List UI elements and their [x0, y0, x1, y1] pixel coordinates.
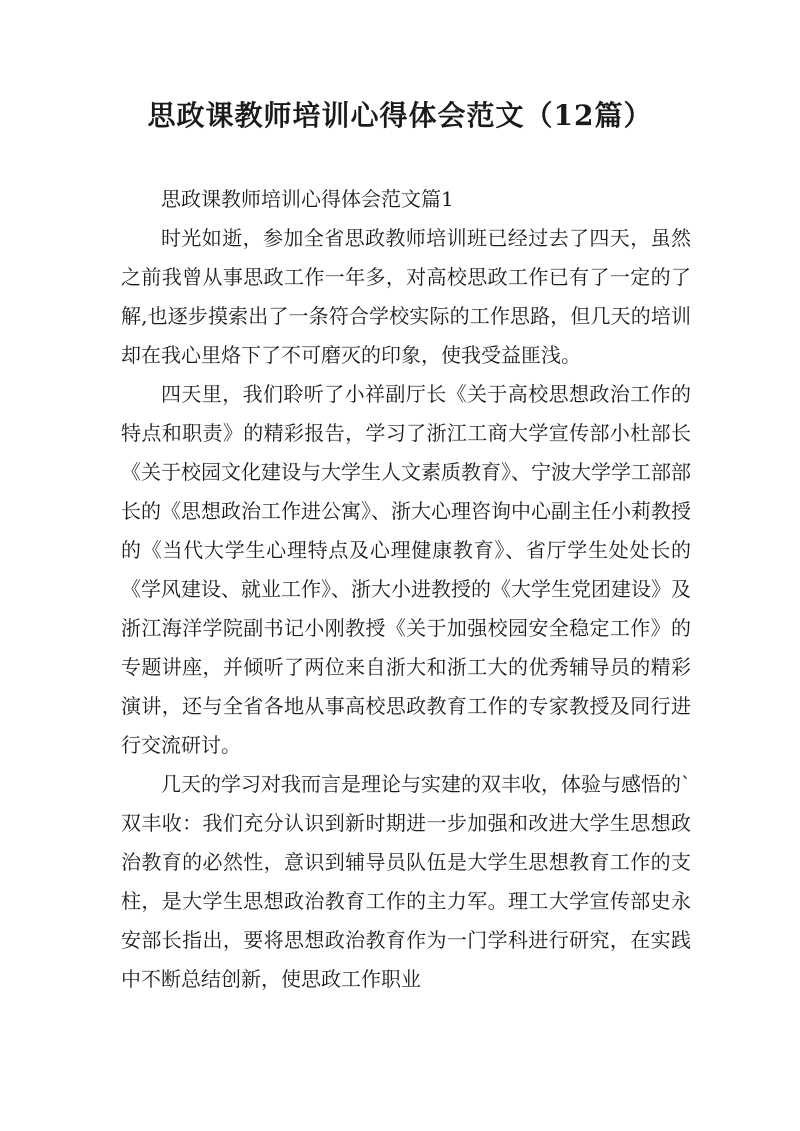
document-body — [121, 180, 691, 999]
paragraph: 四天里，我们聆听了小祥副厅长《关于高校思想政治工作的特点和职责》的精彩报告，学习了浙江工商大学宣传部小杜部长《关于校园文化建设与大学生人文素质教育》、宁波大学学工部部长的《思想政治工作进公寓》、浙大心理咨询中心副主任小莉教授的《当代大学生心理特点及心理健康教育》、省厅学生处处长的《学风建设、就业工作》、浙大小进教授的《大学生党团建设》及浙江海洋学院副书记小刚教授《关于加强校园安全稳定工作》的专题讲座，并倾听了两位来自浙大和浙工大的优秀辅导员的精彩演讲，还与全省各地从事高校思政教育工作的专家教授及同行进行交流研讨。 — [121, 382, 691, 757]
paragraph: 几天的学习对我而言是理论与实建的双丰收，体验与感悟的`双丰收：我们充分认识到新时期进一步加强和改进大学生思想政治教育的必然性，意识到辅导员队伍是大学生思想教育工作的支柱，是大学生思想政治教育工作的主力军。理工大学宣传部史永安部长指出，要将思想政治教育作为一门学科进行研究，在实践中不断总结创新，使思政工作职业 — [121, 772, 691, 991]
paragraph: 时光如逝，参加全省思政教师培训班已经过去了四天，虽然之前我曾从事思政工作一年多，对高校思政工作已有了一定的了解,也逐步摸索出了一条符合学校实际的工作思路，但几天的培训却在我心里烙下了不可磨灭的印象，使我受益匪浅。 — [121, 226, 691, 367]
section-heading: 思政课教师培训心得体会范文篇1 — [161, 187, 454, 211]
document-title: 思政课教师培训心得体会范文（12篇） — [147, 99, 653, 132]
